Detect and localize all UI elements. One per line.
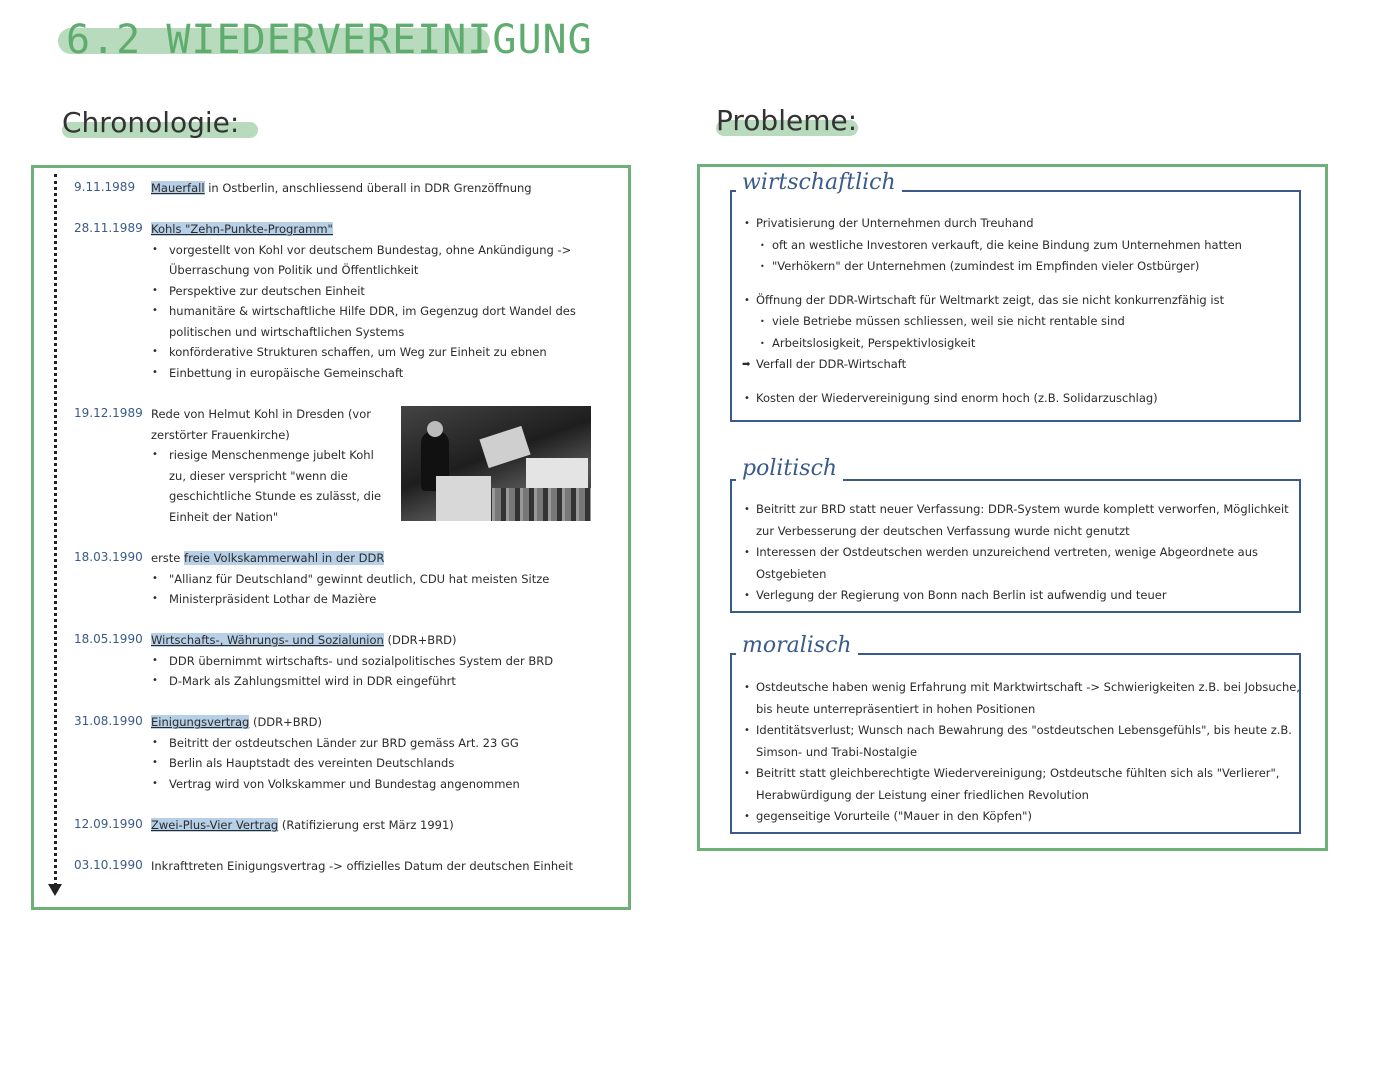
entry-highlight: Mauerfall (151, 181, 205, 195)
kohl-dresden-photo (401, 406, 591, 521)
entry-highlight: Wirtschafts-, Währungs- und Sozialunion (151, 633, 384, 647)
entry-content (151, 178, 611, 199)
entry-date: 9.11.1989 (74, 180, 136, 194)
bullet-item: • "Allianz für Deutschland" gewinnt deutlich, CDU hat meisten Sitze (169, 569, 611, 590)
entry-content (151, 712, 611, 794)
bullet-item: • Einbettung in europäische Gemeinschaft (169, 363, 611, 384)
entry-bullets (151, 733, 611, 795)
entry-text: (DDR+BRD) (249, 715, 323, 729)
chronology-heading-text: Chronologie: (62, 106, 240, 139)
problem-item: • Öffnung der DDR-Wirtschaft für Weltmarkt zeigt, das sie nicht konkurrenzfähig ist (744, 290, 1304, 312)
entry-bullets (151, 651, 611, 692)
entry-text: Inkrafttreten Einigungsvertrag -> offizielles Datum der deutschen Einheit (151, 859, 573, 873)
entry-date: 19.12.1989 (74, 406, 143, 420)
bullet-item: • humanitäre & wirtschaftliche Hilfe DDR, im Gegenzug dort Wandel des politischen und wirtschaftlichen Systems (169, 301, 611, 342)
bullet-item: • Ministerpräsident Lothar de Mazière (169, 589, 611, 610)
problem-item: • gegenseitige Vorurteile ("Mauer in den Köpfen") (744, 806, 1304, 828)
entry-content (151, 548, 611, 610)
entry-highlight: freie Volkskammerwahl in der DDR (184, 551, 385, 565)
problem-item: • Interessen der Ostdeutschen werden unzureichend vertreten, wenige Abgeordnete aus Ostgebieten (744, 542, 1304, 585)
entry-highlight: Kohls "Zehn-Punkte-Programm" (151, 222, 333, 236)
entry-bullets (151, 445, 386, 527)
problem-subitem: • oft an westliche Investoren verkauft, die keine Bindung zum Unternehmen hatten (744, 235, 1304, 257)
bullet-item: • Beitritt der ostdeutschen Länder zur BRD gemäss Art. 23 GG (169, 733, 611, 754)
economic-problems-list (744, 213, 1304, 409)
problem-item: • Kosten der Wiedervereinigung sind enorm hoch (z.B. Solidarzuschlag) (744, 388, 1304, 410)
entry-bullets (151, 569, 611, 610)
page-title-wrap (56, 16, 593, 64)
entry-date: 18.03.1990 (74, 550, 143, 564)
chronology-box (31, 165, 631, 910)
entry-text: erste (151, 551, 185, 565)
page-title: 6.2 WIEDERVEREINIGUNG (66, 17, 593, 63)
political-problems-list (744, 499, 1304, 607)
problems-box (697, 164, 1328, 851)
problems-heading (716, 104, 857, 138)
problem-item: • Beitritt statt gleichberechtigte Wiedervereinigung; Ostdeutsche fühlten sich als "Verlierer", Herabwürdigung der Leistung einer friedlichen Revolution (744, 763, 1304, 806)
political-label: politisch (736, 456, 843, 482)
political-problems-box (730, 479, 1301, 613)
economic-problems-box (730, 190, 1301, 422)
moral-label: moralisch (736, 633, 858, 659)
timeline-arrow-icon (48, 884, 62, 896)
entry-date: 31.08.1990 (74, 714, 143, 728)
bullet-item: • Vertrag wird von Volkskammer und Bundestag angenommen (169, 774, 611, 795)
entry-highlight: Zwei-Plus-Vier Vertrag (151, 818, 279, 832)
entry-content (151, 630, 611, 692)
entry-content (151, 856, 611, 877)
economic-label: wirtschaftlich (736, 170, 902, 196)
problem-subitem: • viele Betriebe müssen schliessen, weil sie nicht rentable sind (744, 311, 1304, 333)
problem-item: • Beitritt zur BRD statt neuer Verfassung: DDR-System wurde komplett verworfen, Möglichkeit zur Verbesserung der deutschen Verfassung wurde nicht genutzt (744, 499, 1304, 542)
bullet-item: • riesige Menschenmenge jubelt Kohl zu, dieser verspricht "wenn die geschichtliche Stunde es zulässt, die Einheit der Nation" (169, 445, 386, 527)
entry-content (151, 404, 386, 527)
chronology-heading (62, 106, 239, 140)
entry-bullets (151, 240, 611, 384)
entry-date: 18.05.1990 (74, 632, 143, 646)
moral-problems-list (744, 677, 1304, 828)
entry-date: 12.09.1990 (74, 817, 143, 831)
entry-text: (DDR+BRD) (383, 633, 457, 647)
bullet-item: • Berlin als Hauptstadt des vereinten Deutschlands (169, 753, 611, 774)
problem-item: • Verlegung der Regierung von Bonn nach Berlin ist aufwendig und teuer (744, 585, 1304, 607)
moral-problems-box (730, 653, 1301, 834)
entry-highlight: Einigungsvertrag (151, 715, 250, 729)
entry-content (151, 815, 611, 836)
problem-item: • Ostdeutsche haben wenig Erfahrung mit Marktwirtschaft -> Schwierigkeiten z.B. bei Jobsuche, bis heute unterrepräsentiert in hohen Positionen (744, 677, 1304, 720)
bullet-item: • konförderative Strukturen schaffen, um Weg zur Einheit zu ebnen (169, 342, 611, 363)
problem-item: • Identitätsverlust; Wunsch nach Bewahrung des "ostdeutschen Lebensgefühls", bis heute z.B. Simson- und Trabi-Nostalgie (744, 720, 1304, 763)
entry-date: 03.10.1990 (74, 858, 143, 872)
bullet-item: • D-Mark als Zahlungsmittel wird in DDR eingeführt (169, 671, 611, 692)
entry-text: Rede von Helmut Kohl in Dresden (vor zerstörter Frauenkirche) (151, 407, 371, 442)
entry-text: (Ratifizierung erst März 1991) (278, 818, 454, 832)
timeline-line (54, 174, 57, 886)
problem-item: • Privatisierung der Unternehmen durch Treuhand (744, 213, 1304, 235)
bullet-item: • Perspektive zur deutschen Einheit (169, 281, 611, 302)
problem-subitem: • "Verhökern" der Unternehmen (zumindest im Empfinden vieler Ostbürger) (744, 256, 1304, 278)
entry-text: in Ostberlin, anschliessend überall in DDR Grenzöffnung (204, 181, 532, 195)
problem-result: ➡ Verfall der DDR-Wirtschaft (744, 354, 1304, 376)
bullet-item: • DDR übernimmt wirtschafts- und sozialpolitisches System der BRD (169, 651, 611, 672)
problem-subitem: • Arbeitslosigkeit, Perspektivlosigkeit (744, 333, 1304, 355)
entry-date: 28.11.1989 (74, 221, 143, 235)
problems-heading-text: Probleme: (716, 104, 858, 137)
entry-content (151, 219, 611, 383)
bullet-item: • vorgestellt von Kohl vor deutschem Bundestag, ohne Ankündigung -> Überraschung von Politik und Öffentlichkeit (169, 240, 611, 281)
